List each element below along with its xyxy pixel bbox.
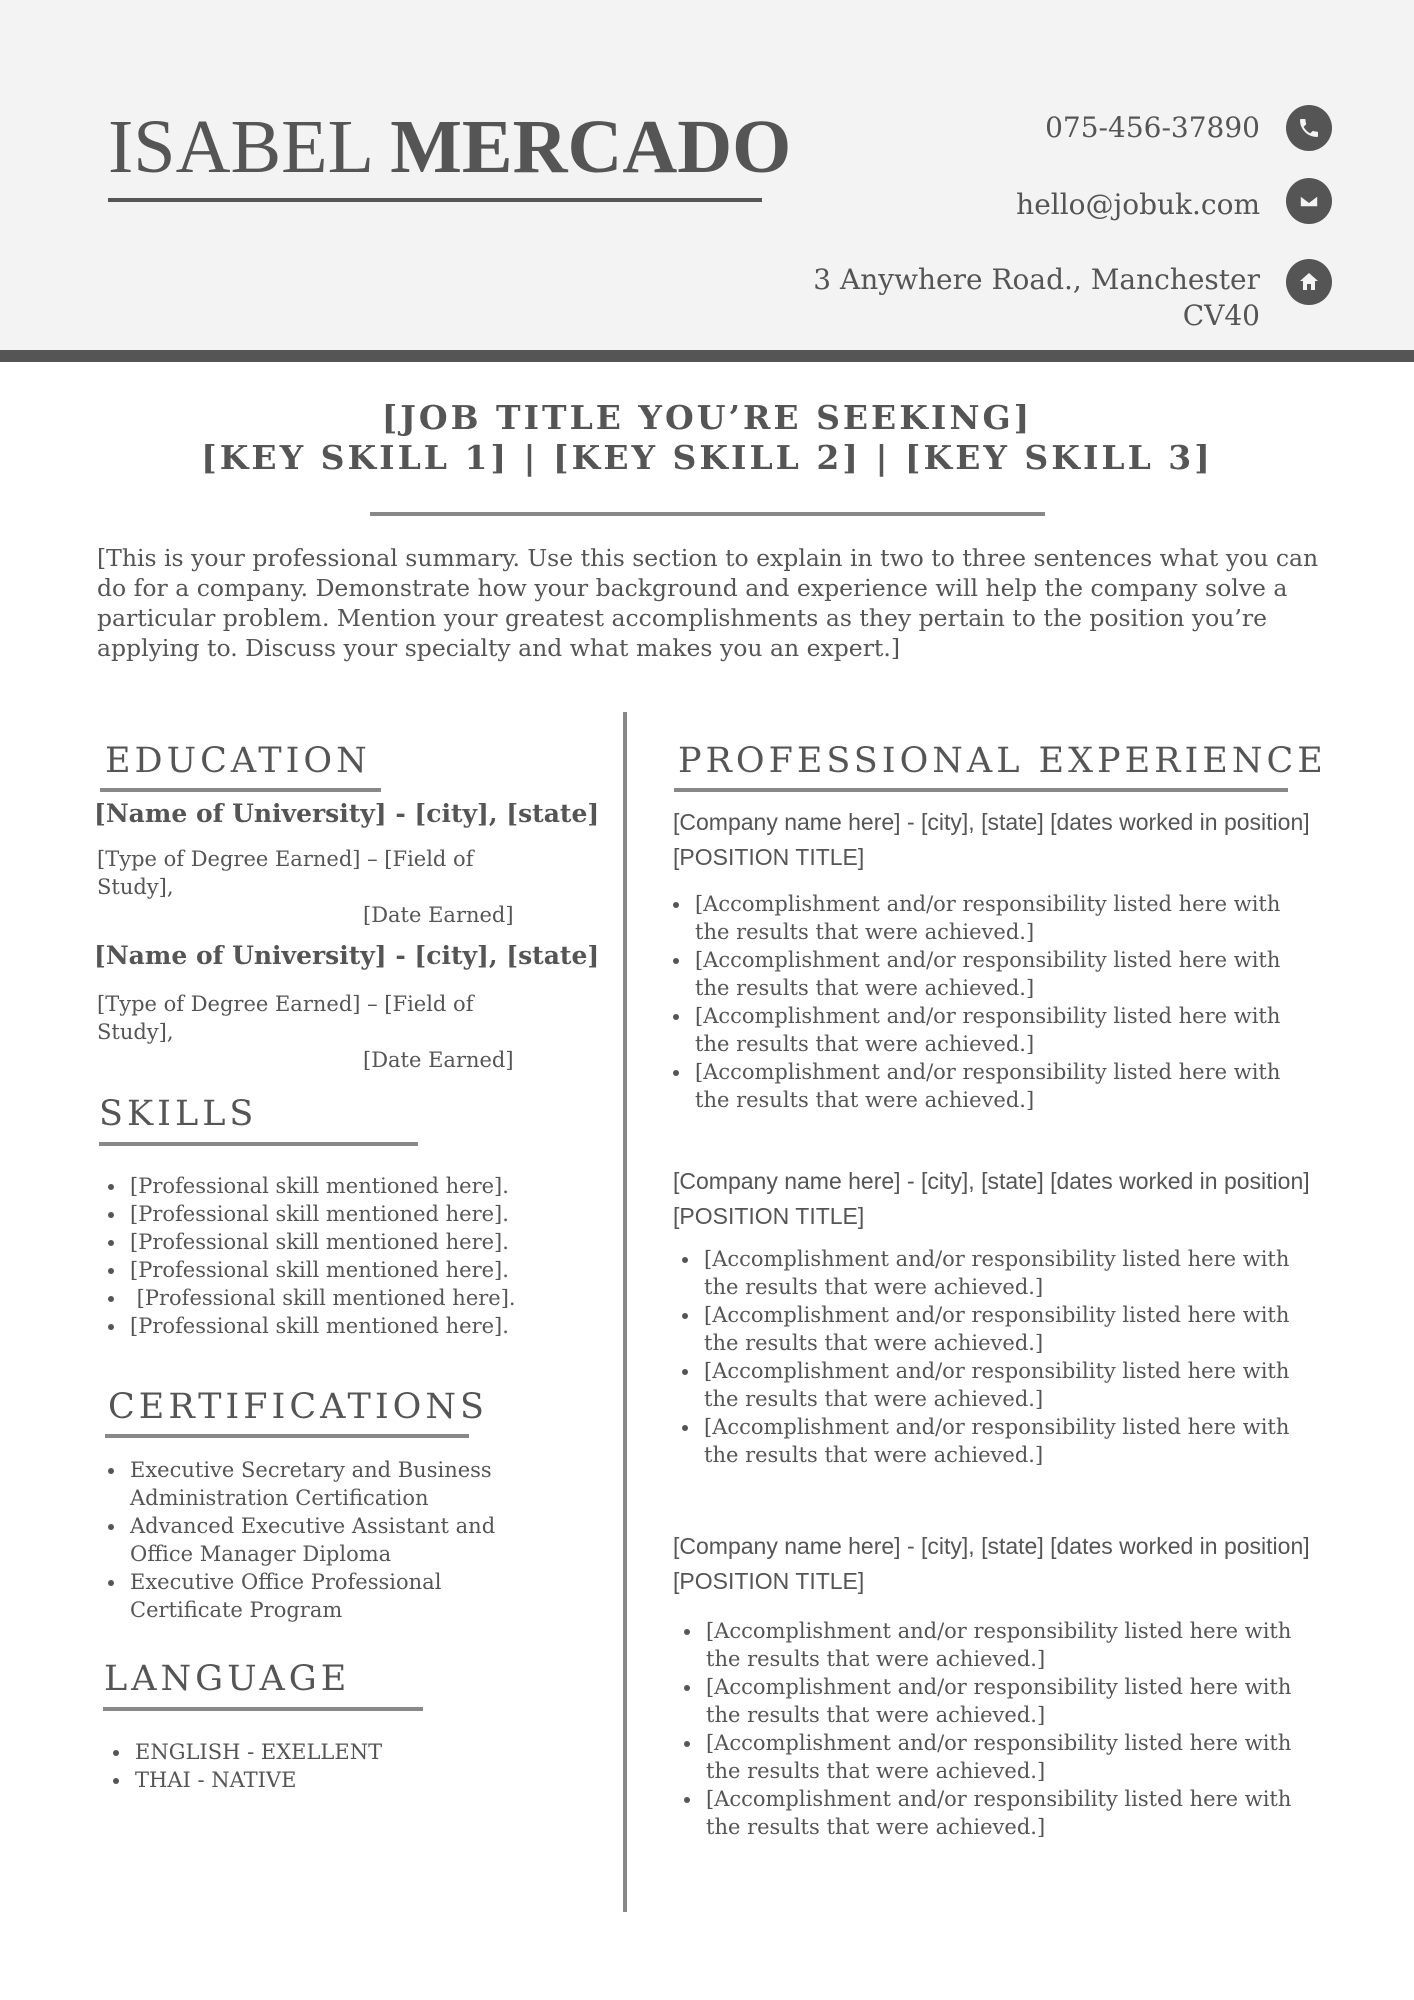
job-bullets (704, 1245, 1314, 1469)
header-bar (0, 350, 1414, 362)
list-item: [Accomplishment and/or responsibility listed here with the results that were achieved.] (704, 1301, 1314, 1357)
list-item: [Professional skill mentioned here]. (130, 1174, 509, 1198)
list-item: Executive Office Professional Certificate Program (130, 1568, 550, 1624)
title-block (0, 398, 1414, 478)
certifications-heading: CERTIFICATIONS (108, 1387, 488, 1427)
last-name: MERCADO (390, 105, 792, 189)
address (813, 262, 1260, 334)
job-bullets (706, 1617, 1316, 1841)
list-item: [Professional skill mentioned here]. (130, 1286, 516, 1310)
list-item: [Accomplishment and/or responsibility listed here with the results that were achieved.] (695, 1002, 1315, 1058)
address-line-1: 3 Anywhere Road., Manchester (813, 263, 1260, 296)
date-earned: [Date Earned] (363, 1048, 514, 1072)
certifications-list (130, 1456, 550, 1624)
list-item: [Professional skill mentioned here]. (130, 1230, 509, 1254)
list-item: [Professional skill mentioned here]. (130, 1314, 509, 1338)
professional-summary: [This is your professional summary. Use this section to explain in two to three sentences what you can do for a company. Demonstrate how your background and experience will help the company solve a particular problem. Mention your greatest accomplishments as they pertain to the position you’re applying to. Discuss your specialty and what makes you an expert.] (97, 544, 1319, 662)
list-item: [Professional skill mentioned here]. (130, 1258, 509, 1282)
degree-info (97, 845, 527, 929)
education-rule (100, 788, 381, 792)
candidate-name (108, 104, 791, 191)
email-address[interactable]: hello@jobuk.com (1016, 188, 1260, 221)
list-item: [Accomplishment and/or responsibility listed here with the results that were achieved.] (704, 1413, 1314, 1469)
mail-icon (1286, 178, 1332, 224)
list-item: [Accomplishment and/or responsibility listed here with the results that were achieved.] (706, 1785, 1316, 1841)
degree-info (97, 990, 527, 1074)
language-heading: LANGUAGE (104, 1659, 351, 1699)
list-item: [Accomplishment and/or responsibility listed here with the results that were achieved.] (704, 1357, 1314, 1413)
list-item: [Professional skill mentioned here]. (130, 1202, 509, 1226)
job-company: [Company name here] - [city], [state] [dates worked in position] (673, 1533, 1310, 1559)
key-skills: [KEY SKILL 1] | [KEY SKILL 2] | [KEY SKILL 3] (201, 438, 1213, 477)
title-rule (370, 512, 1045, 516)
job-position: [POSITION TITLE] (673, 1203, 865, 1229)
list-item: Executive Secretary and Business Administration Certification (130, 1456, 550, 1512)
skills-rule (99, 1142, 418, 1146)
education-heading: EDUCATION (105, 741, 371, 781)
job-bullets (695, 890, 1315, 1114)
skills-heading: SKILLS (99, 1094, 258, 1134)
list-item: ENGLISH - EXELLENT (135, 1738, 515, 1766)
list-item: Advanced Executive Assistant and Office Manager Diploma (130, 1512, 550, 1568)
name-underline (108, 198, 762, 202)
university-name: [Name of University] - [city], [state] (94, 941, 600, 970)
home-icon (1286, 259, 1332, 305)
job-position: [POSITION TITLE] (673, 1568, 865, 1594)
job-company: [Company name here] - [city], [state] [dates worked in position] (673, 1168, 1310, 1194)
phone-icon (1286, 105, 1332, 151)
job-company: [Company name here] - [city], [state] [dates worked in position] (673, 809, 1310, 835)
first-name: ISABEL (108, 105, 372, 189)
list-item: [Accomplishment and/or responsibility listed here with the results that were achieved.] (695, 946, 1315, 1002)
language-list (135, 1738, 515, 1794)
list-item: [Accomplishment and/or responsibility listed here with the results that were achieved.] (706, 1617, 1316, 1673)
date-earned: [Date Earned] (363, 903, 514, 927)
skills-list (130, 1172, 516, 1340)
list-item: [Accomplishment and/or responsibility listed here with the results that were achieved.] (706, 1673, 1316, 1729)
language-rule (103, 1707, 423, 1711)
experience-heading: PROFESSIONAL EXPERIENCE (678, 741, 1327, 781)
list-item: [Accomplishment and/or responsibility listed here with the results that were achieved.] (706, 1729, 1316, 1785)
certifications-rule (105, 1434, 469, 1438)
experience-rule (674, 788, 1288, 792)
list-item: [Accomplishment and/or responsibility listed here with the results that were achieved.] (704, 1245, 1314, 1301)
degree-line: [Type of Degree Earned] – [Field of Study], (97, 992, 474, 1044)
job-title: [JOB TITLE YOU’RE SEEKING] (381, 398, 1033, 437)
university-name: [Name of University] - [city], [state] (94, 799, 600, 828)
degree-line: [Type of Degree Earned] – [Field of Study], (97, 847, 474, 899)
list-item: [Accomplishment and/or responsibility listed here with the results that were achieved.] (695, 890, 1315, 946)
list-item: THAI - NATIVE (135, 1766, 515, 1794)
column-divider (623, 712, 627, 1912)
address-line-2: CV40 (1182, 299, 1260, 332)
job-position: [POSITION TITLE] (673, 844, 865, 870)
phone-number: 075-456-37890 (1045, 111, 1260, 144)
list-item: [Accomplishment and/or responsibility listed here with the results that were achieved.] (695, 1058, 1315, 1114)
